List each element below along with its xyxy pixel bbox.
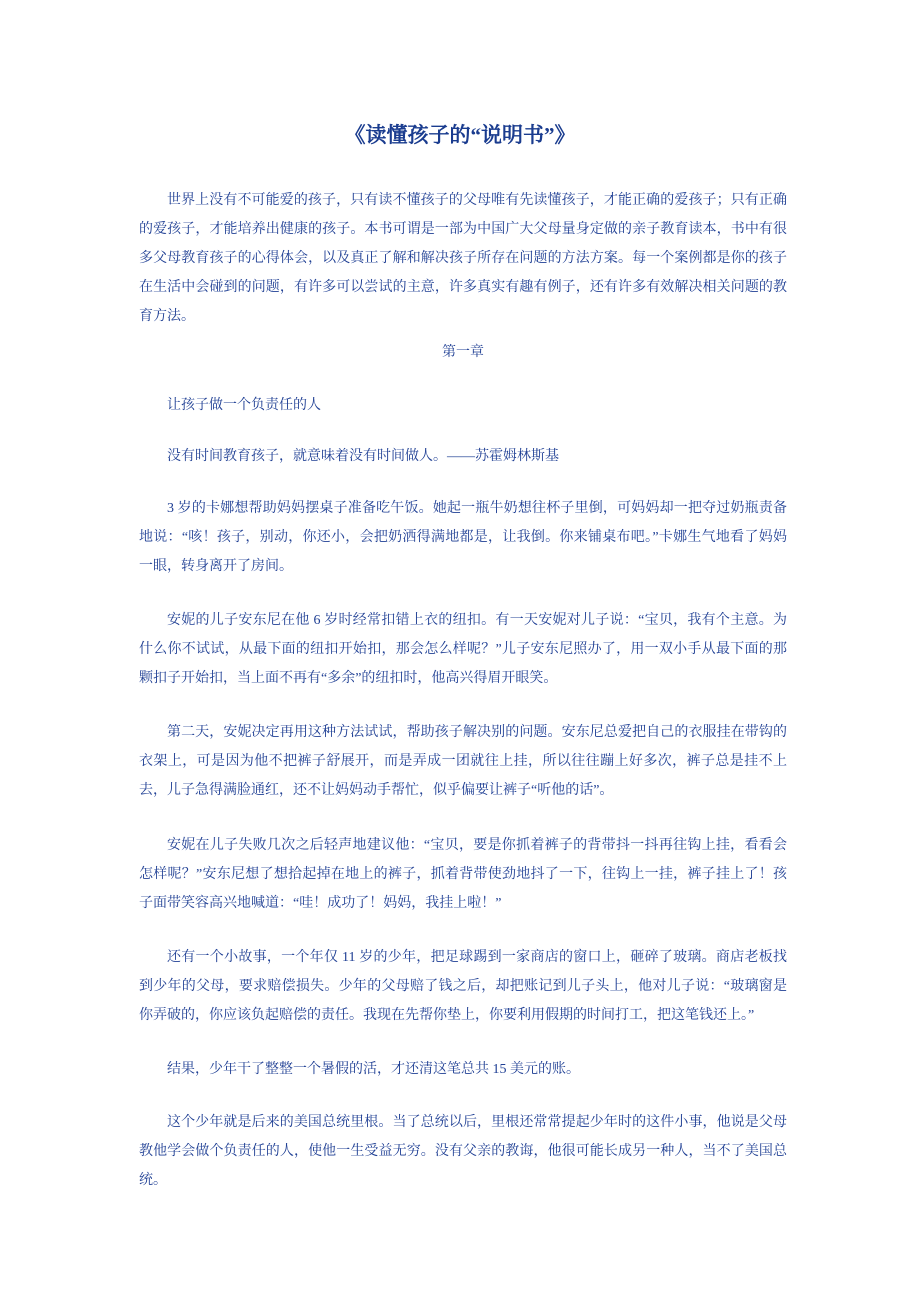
body-paragraph: 第二天，安妮决定再用这种方法试试，帮助孩子解决别的问题。安东尼总爱把自己的衣服挂在带钩的衣架上，可是因为他不把裤子舒展开，而是弄成一团就往上挂，所以往往蹦上好多次，裤子总是挂不上去，儿子急得满脸通红，还不让妈妈动手帮忙，似乎偏要让裤子“听他的话”。 (139, 725, 787, 798)
body-paragraph: 3 岁的卡娜想帮助妈妈摆桌子准备吃午饭。她起一瓶牛奶想往杯子里倒，可妈妈却一把夺过奶瓶责备地说：“咳！孩子，别动，你还小，会把奶洒得满地都是，让我倒。你来铺桌布吧。”卡娜生气地看了妈妈一眼，转身离开了房间。 (139, 501, 787, 574)
body-paragraph: 安妮的儿子安东尼在他 6 岁时经常扣错上衣的纽扣。有一天安妮对儿子说：“宝贝，我有个主意。为什么你不试试，从最下面的纽扣开始扣，那会怎么样呢？”儿子安东尼照办了，用一双小手从最下面的那颗扣子开始扣，当上面不再有“多余”的纽扣时，他高兴得眉开眼笑。 (139, 613, 787, 686)
section-title: 让孩子做一个负责任的人 (167, 398, 321, 413)
body-paragraph: 安妮在儿子失败几次之后轻声地建议他：“宝贝，要是你抓着裤子的背带抖一抖再往钩上挂，看看会怎样呢？”安东尼想了想拾起掉在地上的裤子，抓着背带使劲地抖了一下，往钩上一挂，裤子挂上了！孩子面带笑容高兴地喊道：“哇！成功了！妈妈，我挂上啦！” (139, 838, 787, 911)
chapter-heading: 第一章 (442, 345, 484, 360)
intro-paragraph: 世界上没有不可能爱的孩子，只有读不懂孩子的父母唯有先读懂孩子，才能正确的爱孩子；只有正确的爱孩子，才能培养出健康的孩子。本书可谓是一部为中国广大父母量身定做的亲子教育读本，书中有很多父母教育孩子的心得体会，以及真正了解和解决孩子所存在问题的方法方案。每一个案例都是你的孩子在生活中会碰到的问题，有许多可以尝试的主意，许多真实有趣有例子，还有许多有效解决相关问题的教育方法。 (139, 193, 787, 324)
document-title: 《读懂孩子的“说明书”》 (344, 123, 576, 147)
body-paragraph: 还有一个小故事，一个年仅 11 岁的少年，把足球踢到一家商店的窗口上，砸碎了玻璃。商店老板找到少年的父母，要求赔偿损失。少年的父母赔了钱之后，却把账记到儿子头上，他对儿子说：“玻璃窗是你弄破的，你应该负起赔偿的责任。我现在先帮你垫上，你要利用假期的时间打工，把这笔钱还上。” (139, 950, 787, 1023)
body-paragraph: 这个少年就是后来的美国总统里根。当了总统以后，里根还常常提起少年时的这件小事，他说是父母教他学会做个负责任的人，使他一生受益无穷。没有父亲的教诲，他很可能长成另一种人，当不了美国总统。 (139, 1115, 787, 1188)
body-paragraph: 结果，少年干了整整一个暑假的活，才还清这笔总共 15 美元的账。 (167, 1062, 580, 1077)
quote: 没有时间教育孩子，就意味着没有时间做人。——苏霍姆林斯基 (167, 449, 559, 464)
